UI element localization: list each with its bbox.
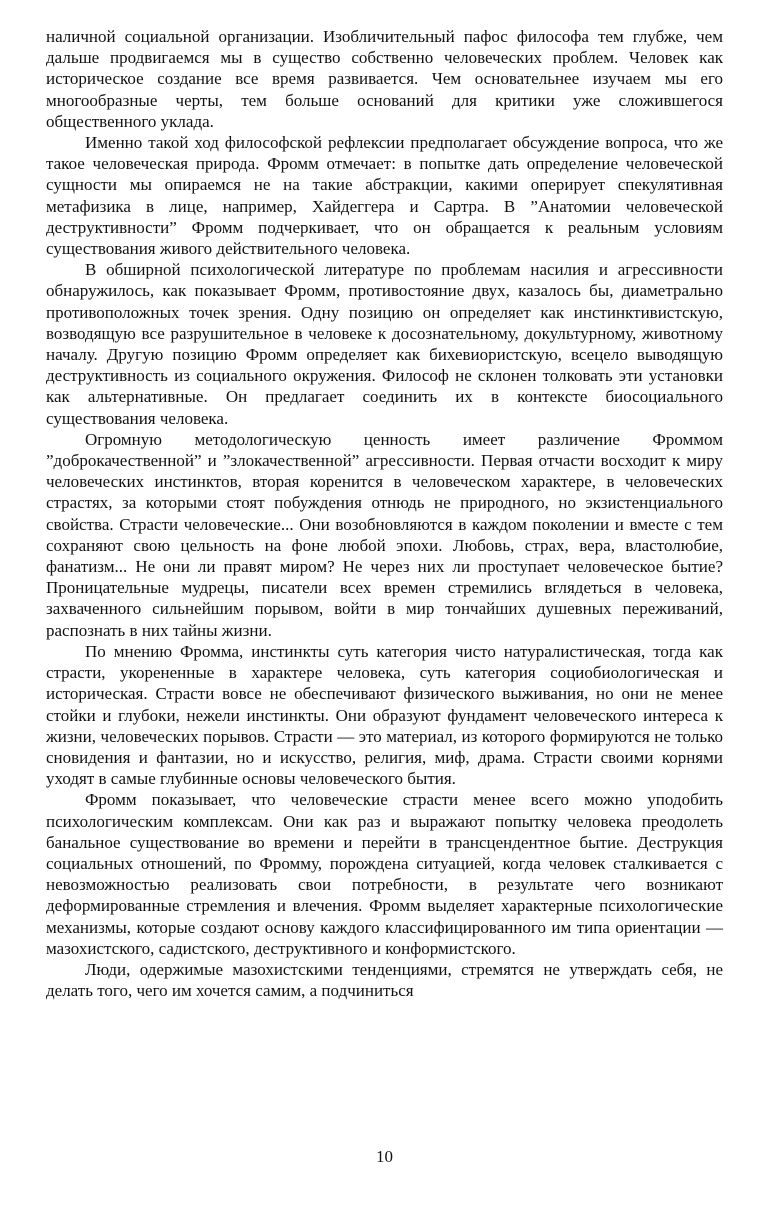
paragraph-3: В обширной психологической литературе по проблемам насилия и агрессивности обнаружилось, как показывает Фромм, противостояние двух, казалось бы, диаметрально противоположных точек зрения. Одну позицию он определяет как инстинктивистскую, возводящую все разрушительное в человеке к досознательному, докультурному, животному началу. Другую позицию Фромм определяет как бихевиористскую, всецело выводящую деструктивность из социального окружения. Философ не склонен толковать эти установки как альтернативные. Он предлагает соединить их в контексте биосоциального существования человека. — [46, 260, 723, 428]
paragraph-2: Именно такой ход философской рефлексии предполагает обсуждение вопроса, что же такое человеческая природа. Фромм отмечает: в попытке дать определение человеческой сущности мы опираемся не на такие абстракции, какими оперирует спекулятивная метафизика в лице, например, Хайдеггера и Сартра. В ”Анатомии человеческой деструктивности” Фромм подчеркивает, что он обращается к реальным условиям существования живого действительного человека. — [46, 133, 723, 259]
paragraph-1: наличной социальной организации. Изобличительный пафос философа тем глубже, чем дальше продвигаемся мы в существо собственно человеческих проблем. Человек как историческое создание все время развивается. Чем основательнее изучаем мы его многообразные черты, тем больше оснований для критики уже сложившегося общественного уклада. — [46, 27, 723, 131]
page-number: 10 — [376, 1147, 393, 1166]
paragraph-5: По мнению Фромма, инстинкты суть категория чисто натуралистическая, тогда как страсти, укорененные в характере человека, суть категория социобиологическая и историческая. Страсти вовсе не обеспечивают физического выживания, но они не менее стойки и глубоки, нежели инстинкты. Они образуют фундамент человеческого интереса к жизни, человеческих порывов. Страсти — это материал, из которого формируются не только сновидения и фантазии, но и искусство, религия, миф, драма. Страсти своими корнями уходят в самые глубинные основы человеческого бытия. — [46, 641, 723, 789]
paragraph-4: Огромную методологическую ценность имеет различение Фроммом ”доброкачественной” и ”злокачественной” агрессивности. Первая отчасти восходит к миру человеческих инстинктов, вторая коренится в человеческом характере, в человеческих страстях, за которыми стоят побуждения отнюдь не природного, но экзистенциального свойства. Страсти человеческие... Они возобновляются в каждом поколении и вместе с тем сохраняют свою цельность на фоне любой эпохи. Любовь, страх, вера, властолюбие, фанатизм... Не они ли правят миром? Не через них ли проступает человеческое бытие? Проницательные мудрецы, писатели всех времен стремились вглядеться в человека, захваченного сильнейшим порывом, войти в мир тончайших душевных переживаний, распознать в них тайны жизни. — [46, 429, 723, 640]
paragraph-7: Люди, одержимые мазохистскими тенденциями, стремятся не утверждать себя, не делать того, чего им хочется самим, а подчиниться — [46, 959, 723, 1001]
paragraph-6: Фромм показывает, что человеческие страсти менее всего можно уподобить психологическим комплексам. Они как раз и выражают попытку человека преодолеть банальное существование во времени и перейти в трансцендентное бытие. Деструкция социальных отношений, по Фромму, порождена ситуацией, когда человек сталкивается с невозможностью реализовать свои потребности, в результате чего возникают деформированные стремления и влечения. Фромм выделяет характерные психологические механизмы, которые создают основу каждого классифицированного им типа ориентации — мазохистского, садистского, деструктивного и конформистского. — [46, 790, 723, 958]
page-body — [46, 26, 723, 1001]
